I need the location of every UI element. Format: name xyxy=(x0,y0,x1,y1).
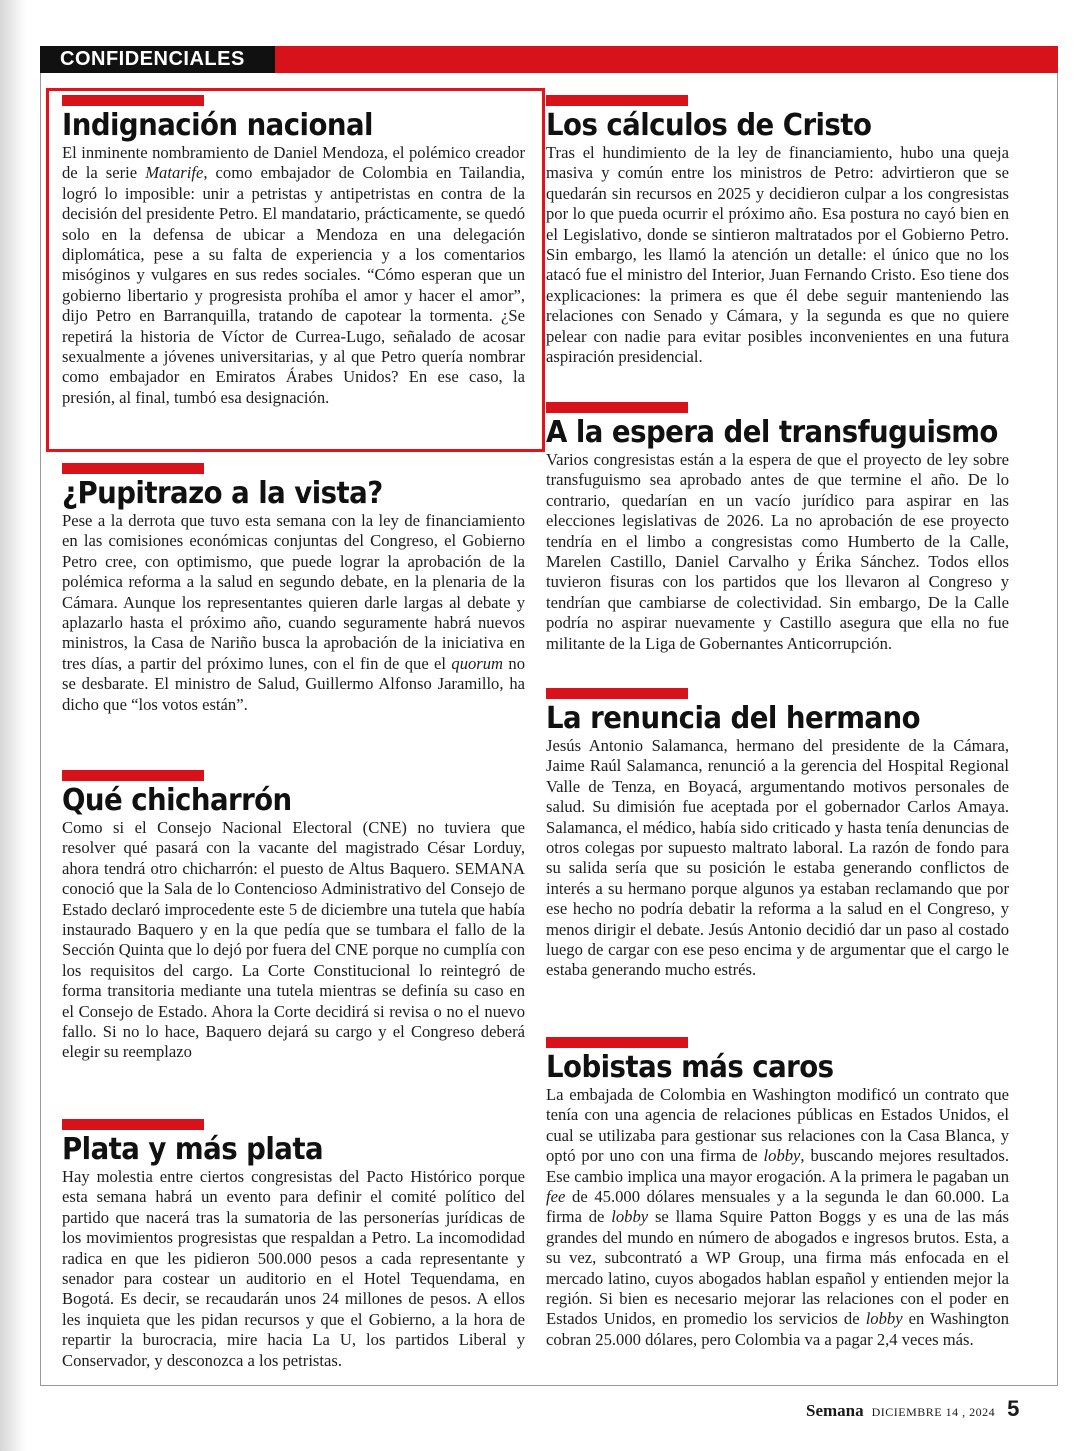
article-pupitrazo xyxy=(62,463,525,715)
article-lobistas xyxy=(546,1037,1009,1350)
article-chicharron xyxy=(62,770,525,1063)
article-plata xyxy=(62,1119,525,1371)
article-body: Varios congresistas están a la espera de que el proyecto de ley sobre transfuguismo sea aprobado antes de que termine el año. De lo contrario, quedarían en un vacío jurídico para aspirar en las elecciones legislativas de 2026. La no aprobación de ese proyecto tendría en el limbo a congresistas como Humberto de la Calle, Marelen Castillo, Daniel Carvalho y Érika Sánchez. Todos ellos tuvieron fisuras con los partidos que los llevaron al Congreso y tendrían que cambiarse de colectividad. Sin embargo, De la Calle podría no aspirar nuevamente y Castillo asegura que ella no fue militante de la Liga de Gobernantes Anticorrupción. xyxy=(546,450,1009,653)
article-accent-bar xyxy=(62,463,204,474)
article-accent-bar xyxy=(546,402,688,413)
article-title: Los cálculos de Cristo xyxy=(546,108,872,143)
magazine-name: Semana xyxy=(806,1401,864,1420)
article-body: La embajada de Colombia en Washington modificó un contrato que tenía con una agencia de relaciones públicas en Estados Unidos, el cual se utilizaba para gestionar sus relaciones con la Casa Blanca, y optó por uno con una firma de lobby, buscando mejores resultados. Ese cambio implica una mayor erogación. A la primera le pagaban un fee de 45.000 dólares mensuales y a la segunda le dan 60.000. La firma de lobby se llama Squire Patton Boggs y es una de las más grandes del mundo en número de abogados e ingresos brutos. Esta, a su vez, subcontrató a WP Group, una firma más enfocada en el mercado latino, cuyos abogados hablan español y entienden mejor la región. Si bien es necesario mejorar las relaciones con el poder en Estados Unidos, en promedio los servicios de lobby en Washington cobran 25.000 dólares, pero Colombia va a pagar 2,4 veces más. xyxy=(546,1085,1009,1349)
page-number: 5 xyxy=(1007,1396,1020,1421)
binding-gutter xyxy=(0,0,26,1451)
article-accent-bar xyxy=(62,770,204,781)
article-title: ¿Pupitrazo a la vista? xyxy=(62,476,383,511)
article-accent-bar xyxy=(62,1119,204,1130)
article-body: Como si el Consejo Nacional Electoral (CNE) no tuviera que resolver qué pasará con la vacante del magistrado César Lorduy, ahora tendrá otro chicharrón: el puesto de Altus Baquero. SEMANA conoció que la Sala de lo Contencioso Administrativo del Consejo de Estado declaró improcedente este 5 de diciembre una tutela que había instaurado Baquero y en la que pedía que se tumbara el fallo de la Sección Quinta que lo dejó por fuera del CNE porque no cumplía con los requisitos del cargo. La Corte Constitucional lo reintegró de forma transitoria mediante una tutela mientras se definía su caso en el Consejo de Estado. Ahora la Corte decidirá si revisa o no el nuevo fallo. Si no lo hace, Baquero dejará su cargo y el Congreso deberá elegir su reemplazo xyxy=(62,818,525,1062)
article-body: Jesús Antonio Salamanca, hermano del presidente de la Cámara, Jaime Raúl Salamanca, renunció a la gerencia del Hospital Regional Valle de Tenza, en Boyacá, argumentando motivos personales de salud. Su dimisión fue aceptada por el gobernador Carlos Amaya. Salamanca, el médico, había sido criticado y hasta tenía denuncias de otros colegas por supuesto maltrato laboral. La razón de fondo para su salida sería que su posición le estaba generando conflictos de interés a su hermano porque algunos ya estaban reclamando que por ese hecho no podría debatir la reforma a la salud en el Congreso, y menos dirigir el debate. Jesús Antonio decidió dar un paso al costado luego de cargar con ese peso encima y de argumentar que el cargo le estaba generando mucho estrés. xyxy=(546,736,1009,980)
section-title: CONFIDENCIALES xyxy=(40,46,275,73)
article-cristo xyxy=(546,95,1009,367)
article-title: La renuncia del hermano xyxy=(546,701,920,736)
article-accent-bar xyxy=(546,1037,688,1048)
section-header-red-bar xyxy=(275,46,1058,73)
article-body: Hay molestia entre ciertos congresistas del Pacto Histórico porque esta semana habrá un evento para definir el comité político del partido que nacerá tras la sumatoria de las personerías jurídicas de los movimientos progresistas que respaldan a Petro. La incomodidad radica en que les pidieron 500.000 pesos a cada representante y senador para costear un auditorio en el Hotel Tequendama, en Bogotá. Es decir, se recaudarán unos 24 millones de pesos. A ellos les inquieta que les pidan recursos y que el Gobierno, a la hora de repartir la burocracia, mire hacia La U, los partidos Liberal y Conservador, y desconozca a los petristas. xyxy=(62,1167,525,1370)
article-title: Qué chicharrón xyxy=(62,783,292,818)
article-body: Pese a la derrota que tuvo esta semana con la ley de financiamiento en las comisiones económicas conjuntas del Congreso, el Gobierno Petro cree, con optimismo, que puede lograr la aprobación de la polémica reforma a la salud en segundo debate, en la plenaria de la Cámara. Aunque los representantes quieren darle largas al debate y aplazarlo hasta el próximo año, cuando seguramente habrá nuevos ministros, la Casa de Nariño busca la aprobación de la iniciativa en tres días, a partir del próximo lunes, con el fin de que el quorum no se desbarate. El ministro de Salud, Guillermo Alfonso Jaramillo, ha dicho que “los votos están”. xyxy=(62,511,525,714)
article-accent-bar xyxy=(546,688,688,699)
issue-date: DICIEMBRE 14 , 2024 xyxy=(871,1405,996,1419)
article-title: Lobistas más caros xyxy=(546,1050,834,1085)
article-renuncia xyxy=(546,688,1009,981)
article-title: Plata y más plata xyxy=(62,1132,324,1167)
article-body: El inminente nombramiento de Daniel Mendoza, el polémico creador de la serie Matarife, como embajador de Colombia en Tailandia, logró lo imposible: unir a petristas y antipetristas en contra de la decisión del presidente Petro. El mandatario, prácticamente, se quedó solo en la defensa de ubicar a Mendoza en una delegación diplomática, pese a su falta de experiencia y a los comentarios misóginos y vulgares en sus redes sociales. “Cómo esperan que un gobierno libertario y progresista prohíba el amor y hacer el amor”, dijo Petro en Barranquilla, tratando de capotear la tormenta. ¿Se repetirá la historia de Víctor de Currea-Lugo, señalado de acosar sexualmente a jóvenes universitarias, y al que Petro quería nombrar como embajador en Emiratos Árabes Unidos? En ese caso, la presión, al final, tumbó esa designación. xyxy=(62,143,525,407)
page-footer xyxy=(806,1396,1019,1422)
section-header xyxy=(40,46,1058,73)
article-accent-bar xyxy=(546,95,688,106)
highlight-box xyxy=(46,88,545,452)
article-title: Indignación nacional xyxy=(62,108,373,143)
article-title: A la espera del transfuguismo xyxy=(546,415,998,450)
article-body: Tras el hundimiento de la ley de financiamiento, hubo una queja masiva y común entre los ministros de Petro: advirtieron que se quedarán sin recursos en 2025 y decidieron culpar a los congresistas por lo que pueda ocurrir el próximo año. Esa postura no cayó bien en el Legislativo, donde se sintieron maltratados por el Gobierno Petro. Sin embargo, les llamó la atención un detalle: el único que no los atacó fue el ministro del Interior, Juan Fernando Cristo. Eso tiene dos explicaciones: la primera es que él debe seguir manteniendo las relaciones con Senado y Cámara, y la segunda es que no quiere pelear con nadie para evitar posibles inconvenientes en una futura aspiración presidencial. xyxy=(546,143,1009,367)
article-transfuguismo xyxy=(546,402,1009,654)
